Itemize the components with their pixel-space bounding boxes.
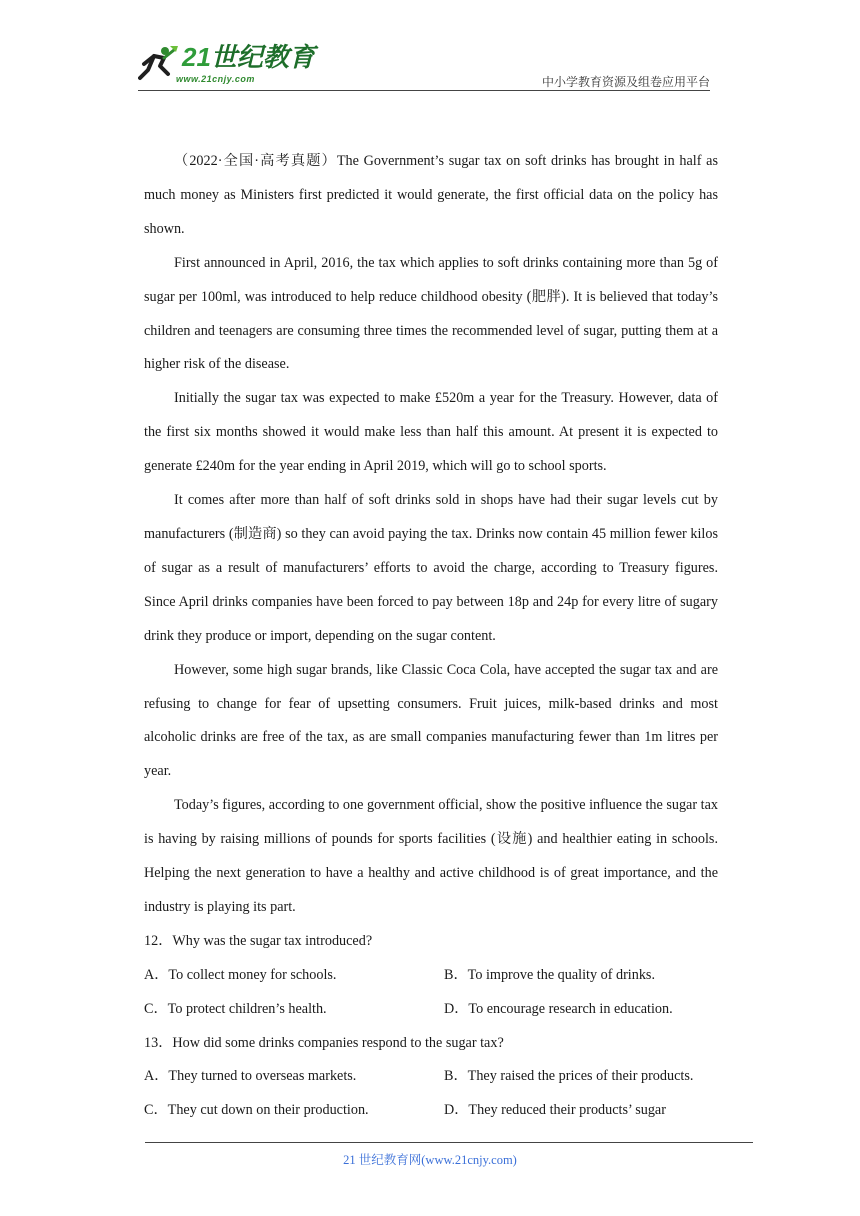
option-d: D．To encourage research in education. [444, 1000, 673, 1017]
option-b: B．They raised the prices of their products. [444, 1068, 694, 1085]
page-header [138, 40, 710, 92]
passage-paragraph: It comes after more than half of soft drinks sold in shops have had their sugar levels cut by manufacturers (制造商) so they can avoid paying the tax. Drinks now contain 45 million fewer kilos of sugar as a result of manufacturers’ efforts to avoid the charge, according to Treasury figures. Since April drinks companies have been forced to pay between 18p and 24p for every litre of sugary drink they produce or import, depending on the sugar content. [144, 492, 718, 644]
logo [138, 40, 338, 90]
question-options [144, 959, 718, 1027]
question-stem: 12．Why was the sugar tax introduced? [144, 932, 373, 949]
passage-paragraph: Today’s figures, according to one government official, show the positive influence the sugar tax is having by raising millions of pounds for sports facilities (设施) and healthier eating in schools. Helping the next generation to have a healthy and active childhood is of great importance, and the industry is playing its part. [144, 797, 718, 915]
option-a: A．To collect money for schools. [144, 966, 337, 983]
passage-paragraph: Initially the sugar tax was expected to make £520m a year for the Treasury. However, data of the first six months showed it would make less than half this amount. At present it is expected to generate £240m for the year ending in April 2019, which will go to school sports. [144, 390, 718, 475]
runner-logo-icon [138, 44, 178, 84]
option-b: B．To improve the quality of drinks. [444, 966, 656, 983]
header-divider [138, 90, 710, 91]
document-body [144, 145, 718, 1128]
option-a: A．They turned to overseas markets. [144, 1068, 357, 1085]
logo-wordmark: 21世纪教育 [182, 42, 315, 72]
footer-text: 21 世纪教育网(www.21cnjy.com) [343, 1153, 517, 1167]
passage-paragraph: However, some high sugar brands, like Classic Coca Cola, have accepted the sugar tax and are refusing to change for fear of upsetting consumers. Fruit juices, milk-based drinks and most alcoholic drinks are free of the tax, as are small companies manufacturing fewer than 1m litres per year. [144, 661, 718, 780]
question-options [144, 1060, 718, 1128]
option-c: C．To protect children’s health. [144, 1000, 327, 1017]
option-c: C．They cut down on their production. [144, 1102, 369, 1119]
option-d: D．They reduced their products’ sugar [444, 1102, 666, 1119]
logo-url: www.21cnjy.com [176, 74, 255, 84]
footer-divider [145, 1142, 753, 1143]
passage-paragraph: First announced in April, 2016, the tax which applies to soft drinks containing more than 5g of sugar per 100ml, was introduced to help reduce childhood obesity (肥胖). It is believed that today’s children and teenagers are consuming three times the recommended level of sugar, putting them at a higher risk of the disease. [144, 254, 718, 373]
passage-paragraph: （2022·全国·高考真题）The Government’s sugar tax on soft drinks has brought in half as much money as Ministers first predicted it would generate, the first official data on the policy has shown. [144, 153, 718, 237]
question-stem: 13．How did some drinks companies respond to the sugar tax? [144, 1034, 504, 1051]
platform-label: 中小学教育资源及组卷应用平台 [541, 75, 710, 89]
